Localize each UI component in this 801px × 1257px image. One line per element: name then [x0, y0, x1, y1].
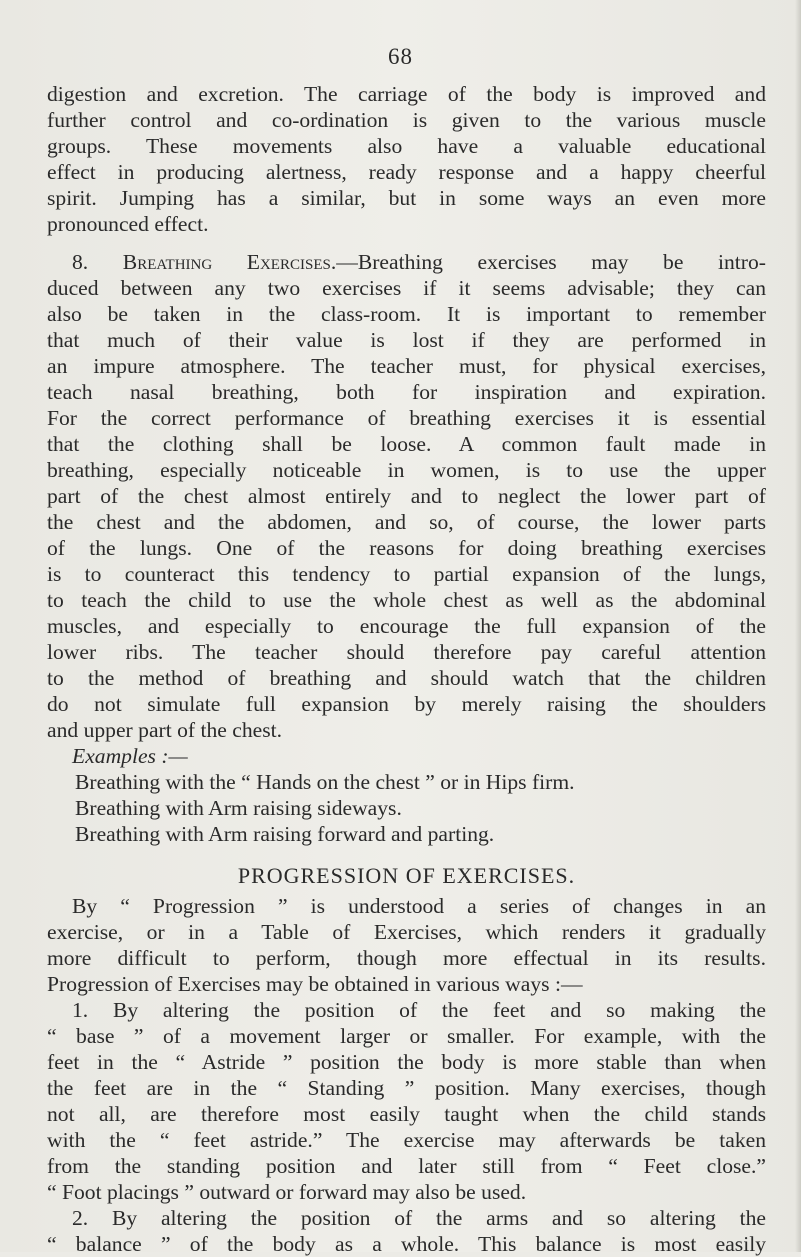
- text-line: is to counteract this tendency to partial expansion of the lungs,: [47, 562, 766, 586]
- text-line: “ Foot placings ” outward or forward may also be used.: [47, 1180, 527, 1204]
- example-item: Breathing with Arm raising sideways.: [75, 796, 402, 820]
- text-line: feet in the “ Astride ” position the body is more stable than when: [47, 1050, 766, 1074]
- list-item-feet: [47, 997, 766, 1205]
- examples-label: Examples :—: [72, 744, 188, 768]
- section-number: 8.: [72, 250, 89, 274]
- text-line: For the correct performance of breathing exercises it is essential: [47, 406, 766, 430]
- text-line: duced between any two exercises if it seems advisable; they can: [47, 276, 766, 300]
- text-line: of the lungs. One of the reasons for doing breathing exercises: [47, 536, 766, 560]
- text-line: “ balance ” of the body as a whole. This balance is most easily: [47, 1232, 766, 1256]
- section-first-line-text: —Breathing exercises may be intro-: [336, 250, 766, 274]
- list-item-arms: [47, 1205, 766, 1257]
- text-line: and upper part of the chest.: [47, 718, 283, 742]
- text-line: 1. By altering the position of the feet and so making the: [72, 998, 766, 1022]
- text-line: from the standing position and later still from “ Feet close.”: [47, 1154, 766, 1178]
- text-line: that much of their value is lost if they are performed in: [47, 328, 766, 352]
- text-line: pronounced effect.: [47, 212, 209, 236]
- text-line: “ base ” of a movement larger or smaller. For example, with the: [47, 1024, 766, 1048]
- text-line: spirit. Jumping has a similar, but in some ways an even more: [47, 186, 766, 210]
- example-item: Breathing with Arm raising forward and parting.: [75, 822, 495, 846]
- text-line: effect in producing alertness, ready response and a happy cheerful: [47, 160, 766, 184]
- text-line: do not simulate full expansion by merely raising the shoulders: [47, 692, 766, 716]
- text-line: more difficult to perform, though more effectual in its results.: [47, 946, 766, 970]
- text-line: 2. By altering the position of the arms and so altering the: [72, 1206, 766, 1230]
- section-breathing-exercises: [47, 249, 766, 847]
- section-heading: PROGRESSION OF EXERCISES.: [237, 863, 576, 888]
- example-item: Breathing with the “ Hands on the chest ” or in Hips firm.: [75, 770, 575, 794]
- paragraph-progression: [47, 893, 766, 997]
- text-line: also be taken in the class-room. It is important to remember: [47, 302, 766, 326]
- text-line: groups. These movements also have a valuable educational: [47, 134, 766, 158]
- page-text: [47, 81, 766, 1257]
- text-line: breathing, especially noticeable in women, is to use the upper: [47, 458, 766, 482]
- text-line: digestion and excretion. The carriage of the body is improved and: [47, 82, 766, 106]
- text-line: to the method of breathing and should watch that the children: [47, 666, 766, 690]
- text-line: exercise, or in a Table of Exercises, which renders it gradually: [47, 920, 766, 944]
- paragraph-carriage: [47, 81, 766, 237]
- text-line: the feet are in the “ Standing ” position. Many exercises, though: [47, 1076, 766, 1100]
- text-line: muscles, and especially to encourage the full expansion of the: [47, 614, 766, 638]
- text-line: part of the chest almost entirely and to neglect the lower part of: [47, 484, 766, 508]
- page-edge-shadow: [795, 0, 801, 1252]
- text-line: Progression of Exercises may be obtained in various ways :—: [47, 972, 583, 996]
- text-line: an impure atmosphere. The teacher must, for physical exercises,: [47, 354, 766, 378]
- text-line: with the “ feet astride.” The exercise may afterwards be taken: [47, 1128, 766, 1152]
- text-line: not all, are therefore most easily taught when the child stands: [47, 1102, 766, 1126]
- page-number: 68: [388, 44, 413, 69]
- text-line: the chest and the abdomen, and so, of course, the lower parts: [47, 510, 766, 534]
- text-line: teach nasal breathing, both for inspiration and expiration.: [47, 380, 766, 404]
- text-line: By “ Progression ” is understood a series of changes in an: [72, 894, 766, 918]
- text-line: that the clothing shall be loose. A common fault made in: [47, 432, 766, 456]
- section-first-line: [47, 249, 766, 275]
- text-line: lower ribs. The teacher should therefore pay careful attention: [47, 640, 766, 664]
- text-line: further control and co-ordination is given to the various muscle: [47, 108, 766, 132]
- section-title: Breathing Exercises.: [122, 250, 337, 274]
- text-line: to teach the child to use the whole chest as well as the abdominal: [47, 588, 766, 612]
